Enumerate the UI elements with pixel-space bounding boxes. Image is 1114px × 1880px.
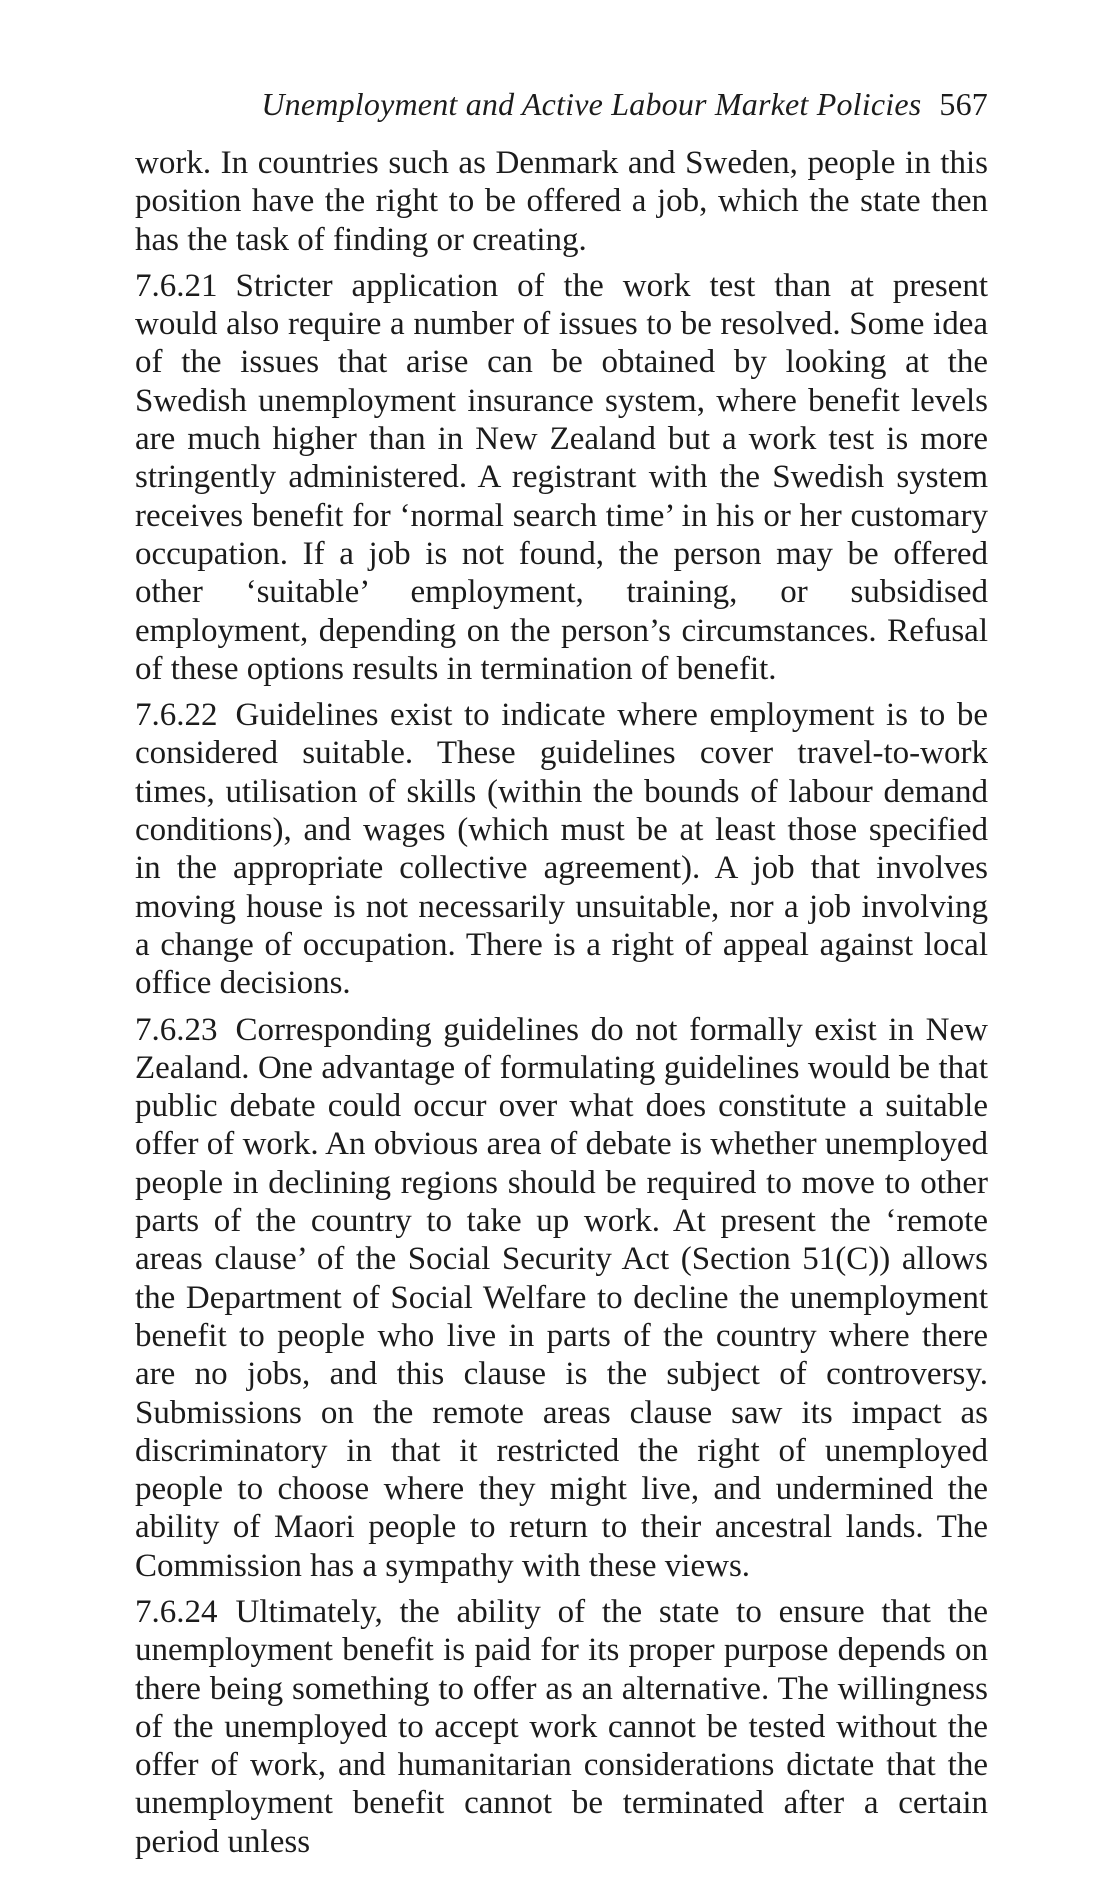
paragraph-text: Corresponding guidelines do not formally exist in New Zealand. One advantage of formulating guidelines would be that public debate could occur over what does constitute a suitable offer of work. An obvious area of debate is whether unemployed people in declining regions should be required to move to other parts of the country to take up work. At present the ‘remote areas clause’ of the Social Security Act (Section 51(C)) allows the Department of Social Welfare to decline the unemployment benefit to people who live in parts of the country where there are no jobs, and this clause is the subject of controversy. Submissions on the remote areas clause saw its impact as discriminatory in that it restricted the right of unemployed people to choose where they might live, and undermined the ability of Maori people to return to their ancestral lands. The Commission has a sympathy with these views. [135, 1011, 988, 1584]
paragraph-number: 7.6.22 [135, 697, 218, 734]
paragraph-7-6-22 [135, 696, 988, 1002]
paragraph-7-6-23 [135, 1011, 988, 1585]
running-header [135, 84, 988, 124]
paragraph-7-6-21 [135, 267, 988, 688]
paragraph-continued [135, 144, 988, 259]
paragraph-7-6-24 [135, 1593, 988, 1861]
paragraph-number: 7.6.23 [135, 1011, 218, 1048]
page-number: 567 [939, 86, 988, 122]
paragraph-text: work. In countries such as Denmark and Sweden, people in this position have the right to be offered a job, which the state then has the task of finding or creating. [135, 145, 988, 258]
paragraph-number: 7.6.24 [135, 1593, 218, 1630]
paragraph-text: Stricter application of the work test than at present would also require a number of issues to be resolved. Some idea of the issues that arise can be obtained by looking at the Swedish unemployment insurance system, where benefit levels are much higher than in New Zealand but a work test is more stringently administered. A registrant with the Swedish system receives benefit for ‘normal search time’ in his or her customary occupation. If a job is not found, the person may be offered other ‘suitable’ employment, training, or subsidised employment, depending on the person’s circumstances. Refusal of these options results in termination of benefit. [135, 267, 988, 687]
running-header-title: Unemployment and Active Labour Market Policies [261, 86, 922, 122]
paragraph-number: 7.6.21 [135, 267, 218, 304]
paragraph-text: Ultimately, the ability of the state to ensure that the unemployment benefit is paid for its proper purpose depends on there being something to offer as an alternative. The willingness of the unemployed to accept work cannot be tested without the offer of work, and humanitarian considerations dictate that the unemployment benefit cannot be terminated after a certain period unless [135, 1593, 988, 1860]
paragraph-text: Guidelines exist to indicate where employment is to be considered suitable. These guidelines cover travel-to-work times, utilisation of skills (within the bounds of labour demand conditions), and wages (which must be at least those specified in the appropriate collective agreement). A job that involves moving house is not necessarily unsuitable, nor a job involving a change of occupation. There is a right of appeal against local office decisions. [135, 697, 988, 1002]
body-text [135, 144, 988, 1869]
